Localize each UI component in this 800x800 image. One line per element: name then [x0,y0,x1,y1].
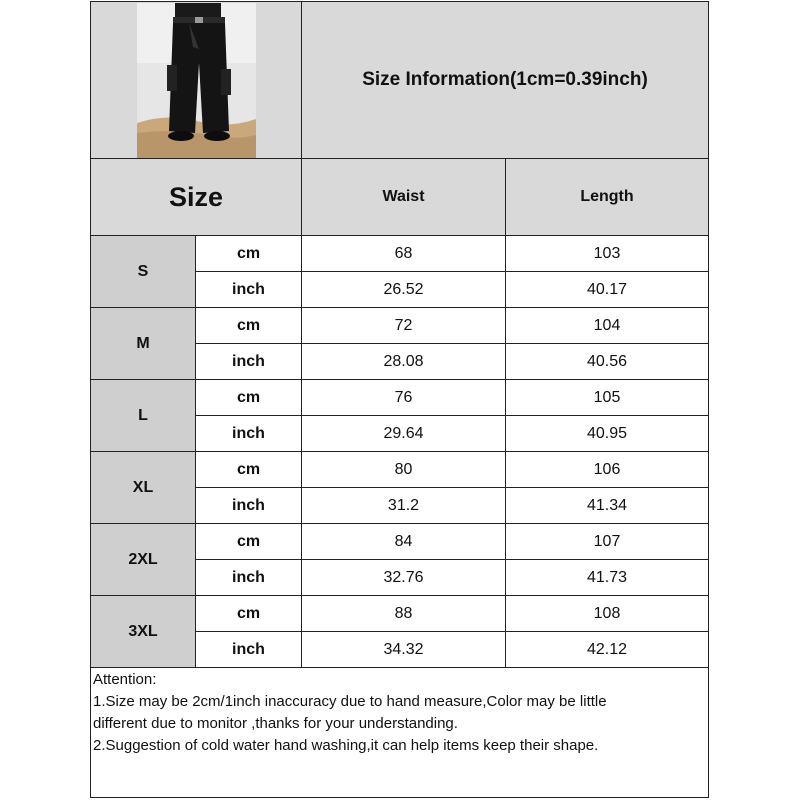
unit-label: inch [196,272,302,308]
waist-value: 76 [302,380,506,416]
waist-value: 34.32 [302,632,506,668]
unit-label: inch [196,632,302,668]
length-value: 105 [506,380,708,416]
note-line-1b: different due to monitor ,thanks for your understanding. [93,715,458,732]
waist-value: 84 [302,524,506,560]
unit-label: inch [196,344,302,380]
unit-label: cm [196,524,302,560]
unit-label: cm [196,452,302,488]
note-line-2: 2.Suggestion of cold water hand washing,it can help items keep their shape. [93,737,599,754]
attention-notes [93,669,705,757]
unit-label: cm [196,596,302,632]
length-value: 40.56 [506,344,708,380]
size-info-title: Size Information(1cm=0.39inch) [302,2,708,159]
notes-heading: Attention: [93,671,157,688]
length-value: 106 [506,452,708,488]
size-label-xl: XL [91,452,196,524]
unit-label: cm [196,308,302,344]
unit-label: cm [196,236,302,272]
unit-label: inch [196,416,302,452]
length-value: 104 [506,308,708,344]
length-value: 108 [506,596,708,632]
length-value: 107 [506,524,708,560]
unit-label: inch [196,488,302,524]
waist-value: 88 [302,596,506,632]
length-value: 103 [506,236,708,272]
waist-value: 32.76 [302,560,506,596]
product-photo-cell [91,2,302,159]
waist-value: 26.52 [302,272,506,308]
length-value: 41.34 [506,488,708,524]
waist-value: 80 [302,452,506,488]
note-line-1a: 1.Size may be 2cm/1inch inaccuracy due to hand measure,Color may be little [93,693,607,710]
length-value: 40.95 [506,416,708,452]
waist-value: 28.08 [302,344,506,380]
waist-value: 29.64 [302,416,506,452]
length-column-header: Length [506,159,708,236]
size-label-m: M [91,308,196,380]
size-chart [90,1,709,798]
length-value: 41.73 [506,560,708,596]
unit-label: inch [196,560,302,596]
size-label-2xl: 2XL [91,524,196,596]
size-label-l: L [91,380,196,452]
product-photo [137,3,256,158]
waist-value: 68 [302,236,506,272]
size-column-header: Size [91,159,302,236]
unit-label: cm [196,380,302,416]
waist-value: 31.2 [302,488,506,524]
size-label-s: S [91,236,196,308]
waist-column-header: Waist [302,159,506,236]
size-label-3xl: 3XL [91,596,196,668]
length-value: 40.17 [506,272,708,308]
model-wearing-pants-image [137,3,256,158]
waist-value: 72 [302,308,506,344]
length-value: 42.12 [506,632,708,668]
